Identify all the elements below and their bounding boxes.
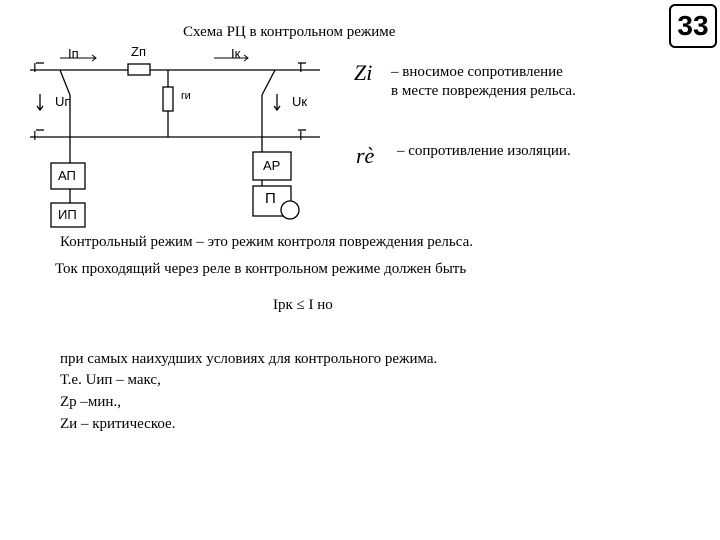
- page-number: 33: [669, 4, 717, 48]
- label-ar: АР: [263, 158, 281, 173]
- insulator-right-top: I: [299, 60, 303, 75]
- insulator-left-top: I: [33, 60, 37, 75]
- legend-z-text-1: – вносимое сопротивление: [391, 64, 563, 80]
- legend-r-text: – сопротивление изоляции.: [397, 143, 571, 159]
- label-ap: АП: [58, 168, 76, 183]
- text-line-4: Т.е. Uип – макс,: [60, 372, 161, 388]
- zp-resistor: [128, 64, 150, 75]
- insulator-right-bottom: I: [299, 128, 303, 143]
- page-title: Схема РЦ в контрольном режиме: [183, 24, 396, 40]
- formula: Iрк ≤ I но: [273, 297, 333, 313]
- text-line-1: Контрольный режим – это режим контроля повреждения рельса.: [60, 234, 473, 250]
- label-ip-source: ИП: [58, 207, 77, 222]
- legend-r-symbol: rè: [356, 143, 375, 168]
- legend-z-text-2: в месте повреждения рельса.: [391, 83, 576, 99]
- legend-z-symbol: Zi: [354, 60, 373, 85]
- text-line-2: Ток проходящий через реле в контрольном режиме должен быть: [55, 261, 467, 277]
- label-up: Uп: [55, 94, 72, 109]
- label-p: П: [265, 190, 276, 207]
- indicator-circle: [281, 201, 299, 219]
- label-ri: rи: [181, 90, 191, 102]
- text-line-3: при самых наихудших условиях для контрольного режима.: [60, 351, 438, 367]
- label-zp: Zп: [131, 44, 146, 59]
- ri-resistor: [163, 87, 173, 111]
- text-line-5: Zр –мин.,: [60, 394, 121, 410]
- label-uk: Uк: [292, 94, 308, 109]
- text-line-6: Zи – критическое.: [60, 416, 176, 432]
- insulator-left-bottom: I: [33, 128, 37, 143]
- label-ik: Iк: [231, 46, 241, 61]
- label-ip: Iп: [68, 46, 79, 61]
